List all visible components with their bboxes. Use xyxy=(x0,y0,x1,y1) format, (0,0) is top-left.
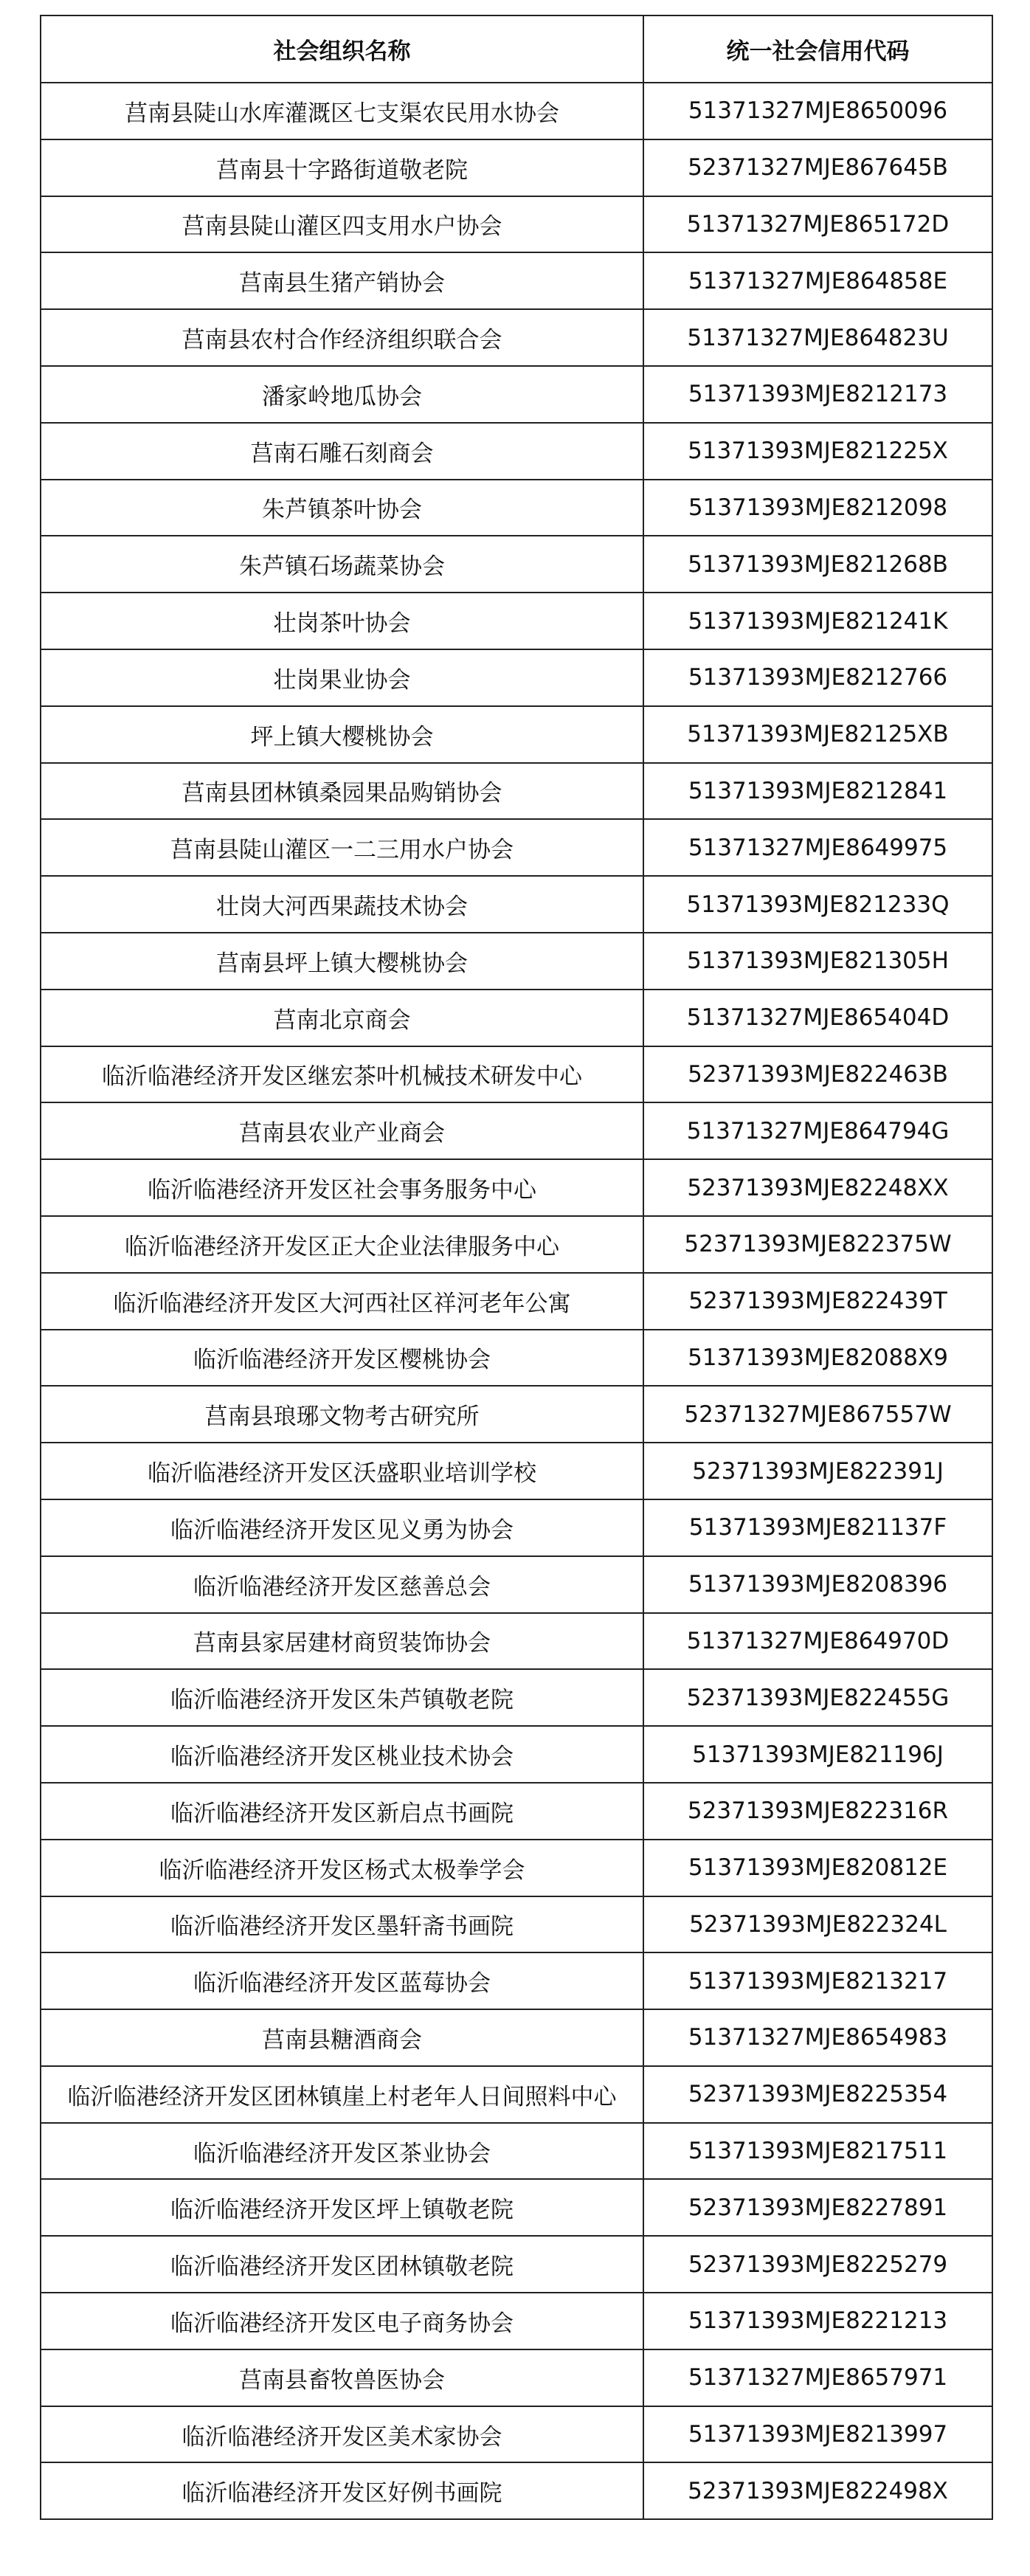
organization-name-cell: 临沂临港经济开发区茶业协会 xyxy=(41,2123,643,2180)
table-row xyxy=(41,1102,992,1159)
credit-code-cell: 52371393MJE822439T xyxy=(643,1273,992,1330)
credit-code-cell: 52371327MJE867645B xyxy=(643,139,992,196)
table-row xyxy=(41,1896,992,1953)
table-row xyxy=(41,649,992,706)
table-row xyxy=(41,536,992,593)
organization-name-cell: 莒南县陡山灌区一二三用水户协会 xyxy=(41,819,643,876)
organization-name-cell: 临沂临港经济开发区继宏茶叶机械技术研发中心 xyxy=(41,1046,643,1103)
credit-code-cell: 51371393MJE821233Q xyxy=(643,876,992,933)
credit-code-cell: 51371393MJE8213217 xyxy=(643,1952,992,2009)
header-organization-name: 社会组织名称 xyxy=(41,15,643,83)
credit-code-cell: 51371393MJE8221213 xyxy=(643,2293,992,2349)
organization-name-cell: 莒南北京商会 xyxy=(41,990,643,1046)
table-row xyxy=(41,1840,992,1896)
organization-name-cell: 临沂临港经济开发区团林镇崖上村老年人日间照料中心 xyxy=(41,2066,643,2123)
table-row xyxy=(41,1273,992,1330)
credit-code-cell: 51371327MJE864823U xyxy=(643,309,992,366)
table-row xyxy=(41,1556,992,1613)
table-row xyxy=(41,1046,992,1103)
organization-name-cell: 临沂临港经济开发区社会事务服务中心 xyxy=(41,1159,643,1216)
organization-name-cell: 临沂临港经济开发区坪上镇敬老院 xyxy=(41,2179,643,2236)
organization-name-cell: 壮岗果业协会 xyxy=(41,649,643,706)
table-row xyxy=(41,1386,992,1443)
credit-code-cell: 52371393MJE822324L xyxy=(643,1896,992,1953)
credit-code-cell: 51371393MJE821196J xyxy=(643,1726,992,1783)
table-row xyxy=(41,1669,992,1726)
organization-name-cell: 莒南县生猪产销协会 xyxy=(41,252,643,309)
credit-code-cell: 51371393MJE821137F xyxy=(643,1499,992,1556)
table-row xyxy=(41,933,992,990)
organization-name-cell: 临沂临港经济开发区墨轩斋书画院 xyxy=(41,1896,643,1953)
organization-name-cell: 临沂临港经济开发区蓝莓协会 xyxy=(41,1952,643,2009)
organization-name-cell: 莒南县琅琊文物考古研究所 xyxy=(41,1386,643,1443)
credit-code-cell: 52371393MJE822463B xyxy=(643,1046,992,1103)
organization-name-cell: 壮岗茶叶协会 xyxy=(41,593,643,649)
table-row xyxy=(41,83,992,139)
table-row xyxy=(41,2462,992,2519)
credit-code-cell: 51371393MJE8217511 xyxy=(643,2123,992,2180)
credit-code-cell: 51371327MJE864794G xyxy=(643,1102,992,1159)
table-row xyxy=(41,1952,992,2009)
table-row xyxy=(41,1330,992,1387)
credit-code-cell: 51371393MJE821268B xyxy=(643,536,992,593)
table-row xyxy=(41,423,992,480)
table-row xyxy=(41,2123,992,2180)
organization-name-cell: 临沂临港经济开发区大河西社区祥河老年公寓 xyxy=(41,1273,643,1330)
table-row xyxy=(41,2066,992,2123)
credit-code-cell: 51371393MJE8208396 xyxy=(643,1556,992,1613)
table-row xyxy=(41,309,992,366)
credit-code-cell: 51371327MJE865404D xyxy=(643,990,992,1046)
credit-code-cell: 52371393MJE82248XX xyxy=(643,1159,992,1216)
table-row xyxy=(41,1216,992,1273)
organization-name-cell: 临沂临港经济开发区美术家协会 xyxy=(41,2406,643,2463)
credit-code-cell: 52371393MJE8227891 xyxy=(643,2179,992,2236)
table-row xyxy=(41,196,992,253)
organization-name-cell: 莒南县团林镇桑园果品购销协会 xyxy=(41,763,643,820)
table-row xyxy=(41,139,992,196)
organization-name-cell: 坪上镇大樱桃协会 xyxy=(41,706,643,763)
credit-code-cell: 51371393MJE8213997 xyxy=(643,2406,992,2463)
table-row xyxy=(41,252,992,309)
table-row xyxy=(41,819,992,876)
table-row xyxy=(41,480,992,536)
table-row xyxy=(41,2293,992,2349)
table-row xyxy=(41,990,992,1046)
organization-name-cell: 临沂临港经济开发区见义勇为协会 xyxy=(41,1499,643,1556)
table-row xyxy=(41,2236,992,2293)
credit-code-cell: 52371393MJE822316R xyxy=(643,1783,992,1840)
table-body xyxy=(41,83,992,2519)
header-credit-code: 统一社会信用代码 xyxy=(643,15,992,83)
table-row xyxy=(41,2179,992,2236)
credit-code-cell: 51371393MJE82088X9 xyxy=(643,1330,992,1387)
organization-name-cell: 莒南县陡山灌区四支用水户协会 xyxy=(41,196,643,253)
organization-name-cell: 临沂临港经济开发区新启点书画院 xyxy=(41,1783,643,1840)
header-row xyxy=(41,15,992,83)
credit-code-cell: 52371393MJE8225279 xyxy=(643,2236,992,2293)
credit-code-cell: 52371393MJE822391J xyxy=(643,1443,992,1499)
organization-name-cell: 壮岗大河西果蔬技术协会 xyxy=(41,876,643,933)
table-row xyxy=(41,2349,992,2406)
credit-code-cell: 51371393MJE8212173 xyxy=(643,366,992,423)
credit-code-cell: 52371393MJE8225354 xyxy=(643,2066,992,2123)
credit-code-cell: 51371327MJE8654983 xyxy=(643,2009,992,2066)
organization-name-cell: 莒南县陡山水库灌溉区七支渠农民用水协会 xyxy=(41,83,643,139)
organization-name-cell: 莒南县坪上镇大樱桃协会 xyxy=(41,933,643,990)
credit-code-cell: 51371327MJE8650096 xyxy=(643,83,992,139)
organization-name-cell: 临沂临港经济开发区电子商务协会 xyxy=(41,2293,643,2349)
table-row xyxy=(41,1783,992,1840)
table-row xyxy=(41,593,992,649)
table-row xyxy=(41,1443,992,1499)
organization-name-cell: 莒南县十字路街道敬老院 xyxy=(41,139,643,196)
credit-code-cell: 52371393MJE822455G xyxy=(643,1669,992,1726)
table-row xyxy=(41,1726,992,1783)
organization-name-cell: 临沂临港经济开发区樱桃协会 xyxy=(41,1330,643,1387)
organization-name-cell: 临沂临港经济开发区好例书画院 xyxy=(41,2462,643,2519)
organization-name-cell: 莒南县畜牧兽医协会 xyxy=(41,2349,643,2406)
credit-code-cell: 51371327MJE865172D xyxy=(643,196,992,253)
credit-code-cell: 52371327MJE867557W xyxy=(643,1386,992,1443)
organization-name-cell: 临沂临港经济开发区杨式太极拳学会 xyxy=(41,1840,643,1896)
credit-code-cell: 51371393MJE821225X xyxy=(643,423,992,480)
credit-code-cell: 51371393MJE820812E xyxy=(643,1840,992,1896)
credit-code-cell: 51371393MJE8212766 xyxy=(643,649,992,706)
organization-name-cell: 临沂临港经济开发区慈善总会 xyxy=(41,1556,643,1613)
organization-name-cell: 朱芦镇石场蔬菜协会 xyxy=(41,536,643,593)
credit-code-cell: 51371393MJE821305H xyxy=(643,933,992,990)
table-row xyxy=(41,1613,992,1670)
table-row xyxy=(41,1159,992,1216)
credit-code-cell: 51371393MJE821241K xyxy=(643,593,992,649)
table-row xyxy=(41,2009,992,2066)
organization-name-cell: 莒南县糖酒商会 xyxy=(41,2009,643,2066)
table-row xyxy=(41,763,992,820)
organization-name-cell: 临沂临港经济开发区桃业技术协会 xyxy=(41,1726,643,1783)
credit-code-cell: 51371393MJE8212098 xyxy=(643,480,992,536)
organization-name-cell: 临沂临港经济开发区沃盛职业培训学校 xyxy=(41,1443,643,1499)
credit-code-cell: 51371327MJE8649975 xyxy=(643,819,992,876)
credit-code-cell: 52371393MJE822375W xyxy=(643,1216,992,1273)
credit-code-cell: 51371327MJE8657971 xyxy=(643,2349,992,2406)
organization-table xyxy=(40,15,993,2520)
credit-code-cell: 51371393MJE8212841 xyxy=(643,763,992,820)
organization-name-cell: 临沂临港经济开发区朱芦镇敬老院 xyxy=(41,1669,643,1726)
credit-code-cell: 51371327MJE864858E xyxy=(643,252,992,309)
organization-name-cell: 临沂临港经济开发区正大企业法律服务中心 xyxy=(41,1216,643,1273)
organization-name-cell: 潘家岭地瓜协会 xyxy=(41,366,643,423)
organization-name-cell: 莒南石雕石刻商会 xyxy=(41,423,643,480)
table-header xyxy=(41,15,992,83)
organization-name-cell: 莒南县家居建材商贸装饰协会 xyxy=(41,1613,643,1670)
organization-name-cell: 莒南县农业产业商会 xyxy=(41,1102,643,1159)
table-row xyxy=(41,1499,992,1556)
table-row xyxy=(41,2406,992,2463)
organization-name-cell: 莒南县农村合作经济组织联合会 xyxy=(41,309,643,366)
credit-code-cell: 51371327MJE864970D xyxy=(643,1613,992,1670)
organization-name-cell: 临沂临港经济开发区团林镇敬老院 xyxy=(41,2236,643,2293)
credit-code-cell: 52371393MJE822498X xyxy=(643,2462,992,2519)
table-row xyxy=(41,706,992,763)
organization-name-cell: 朱芦镇茶叶协会 xyxy=(41,480,643,536)
table-row xyxy=(41,876,992,933)
table-row xyxy=(41,366,992,423)
credit-code-cell: 51371393MJE82125XB xyxy=(643,706,992,763)
